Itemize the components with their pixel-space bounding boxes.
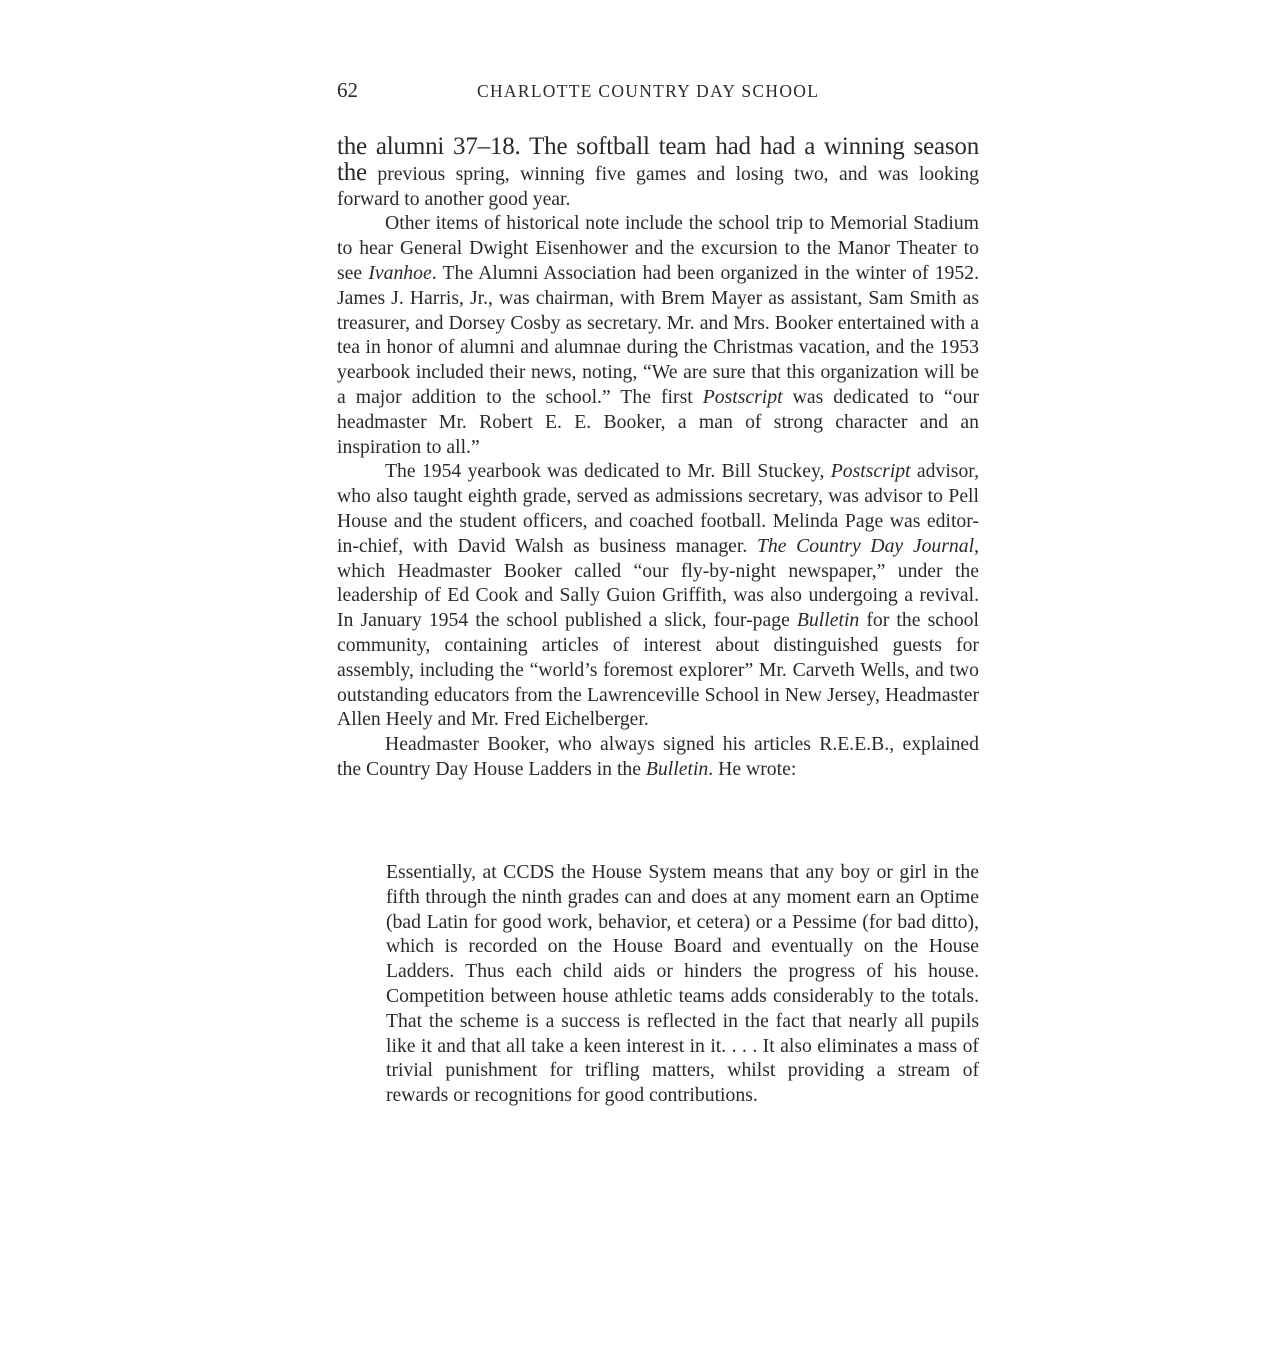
paragraph-4-part-b: . He wrote: [708,757,797,780]
paragraph-2-part-a: Other items of historical note include the school trip to Memorial Stadium to hear General Dwight Eisenhower and the excursion to the Manor Theater to see [337,212,979,284]
paragraph-1-rest: previous spring, winning five games and losing two, and was looking forward to another good year. [337,162,979,210]
paragraph-3 [337,459,979,732]
title-bulletin: Bulletin [796,609,860,632]
paragraph-3-part-b: advisor, who also taught eighth grade, served as admissions secretary, was advisor to Pell House and the student officers, and coached football. Melinda Page was editor-in-chief, with David Walsh as business manager. [337,460,979,557]
block-quote: Essentially, at CCDS the House System means that any boy or girl in the fifth through the ninth grades can and does at any moment earn an Optime (bad Latin for good work, behavior, et cetera) or a Pessime (for bad ditto), which is recorded on the House Board and eventually on the House Ladders. Thus each child aids or hinders the progress of his house. Competition between house athletic teams adds considerably to the totals. That the scheme is a success is reflected in the fact that nearly all pupils like it and that all take a keen interest in it. . . . It also eliminates a mass of trivial punishment for trifling matters, whilst providing a stream of rewards or recognitions for good contributions. [386,861,979,1107]
title-postscript-2: Postscript [830,460,911,483]
title-ivanhoe: Ivanhoe [368,261,432,284]
paragraph-4 [337,732,979,782]
page-number: 62 [337,78,358,102]
paragraph-3-part-d: for the school community, containing articles of interest about distinguished guests for assembly, including the “world’s foremost explorer” Mr. Carveth Wells, and two outstanding educators from the Lawrenceville School in New Jersey, Headmaster Allen Heely and Mr. Fred Eichelberger. [337,609,979,731]
page-header [337,78,979,102]
paragraph-3-part-c: , which Headmaster Booker called “our fly-by-night newspaper,” under the leadership of Ed Cook and Sally Guion Griffith, was also undergoing a revival. In January 1954 the school published a slick, four-page [337,534,979,632]
running-head: CHARLOTTE COUNTRY DAY SCHOOL [477,81,820,101]
title-bulletin-2: Bulletin [645,757,709,780]
paragraph-1 [337,135,979,211]
title-postscript: Postscript [702,385,783,408]
body-text [337,135,979,782]
paragraph-2-part-b: . The Alumni Association had been organized in the winter of 1952. James J. Harris, Jr., was chairman, with Brem Mayer as assistant, Sam Smith as treasurer, and Dorsey Cosby as secretary. Mr. and Mrs. Booker entertained with a tea in honor of alumni and alumnae during the Christmas vacation, and the 1953 yearbook included their news, noting, “We are sure that this organization will be a major addition to the school.” The first [337,261,980,408]
paragraph-2 [337,211,979,459]
paragraph-2-part-c: was dedicated to “our headmaster Mr. Robert E. E. Booker, a man of strong character and an inspiration to all.” [337,385,980,458]
paragraph-3-part-a: The 1954 yearbook was dedicated to Mr. Bill Stuckey, [385,460,831,483]
title-country-day-journal: The Country Day Journal [756,534,975,557]
paragraph-4-part-a: Headmaster Booker, who always signed his articles R.E.E.B., explained the Country Day House Ladders in the [337,733,979,780]
paragraph-1-lead: the alumni 37–18. The softball team had had a winning season the [337,133,979,186]
